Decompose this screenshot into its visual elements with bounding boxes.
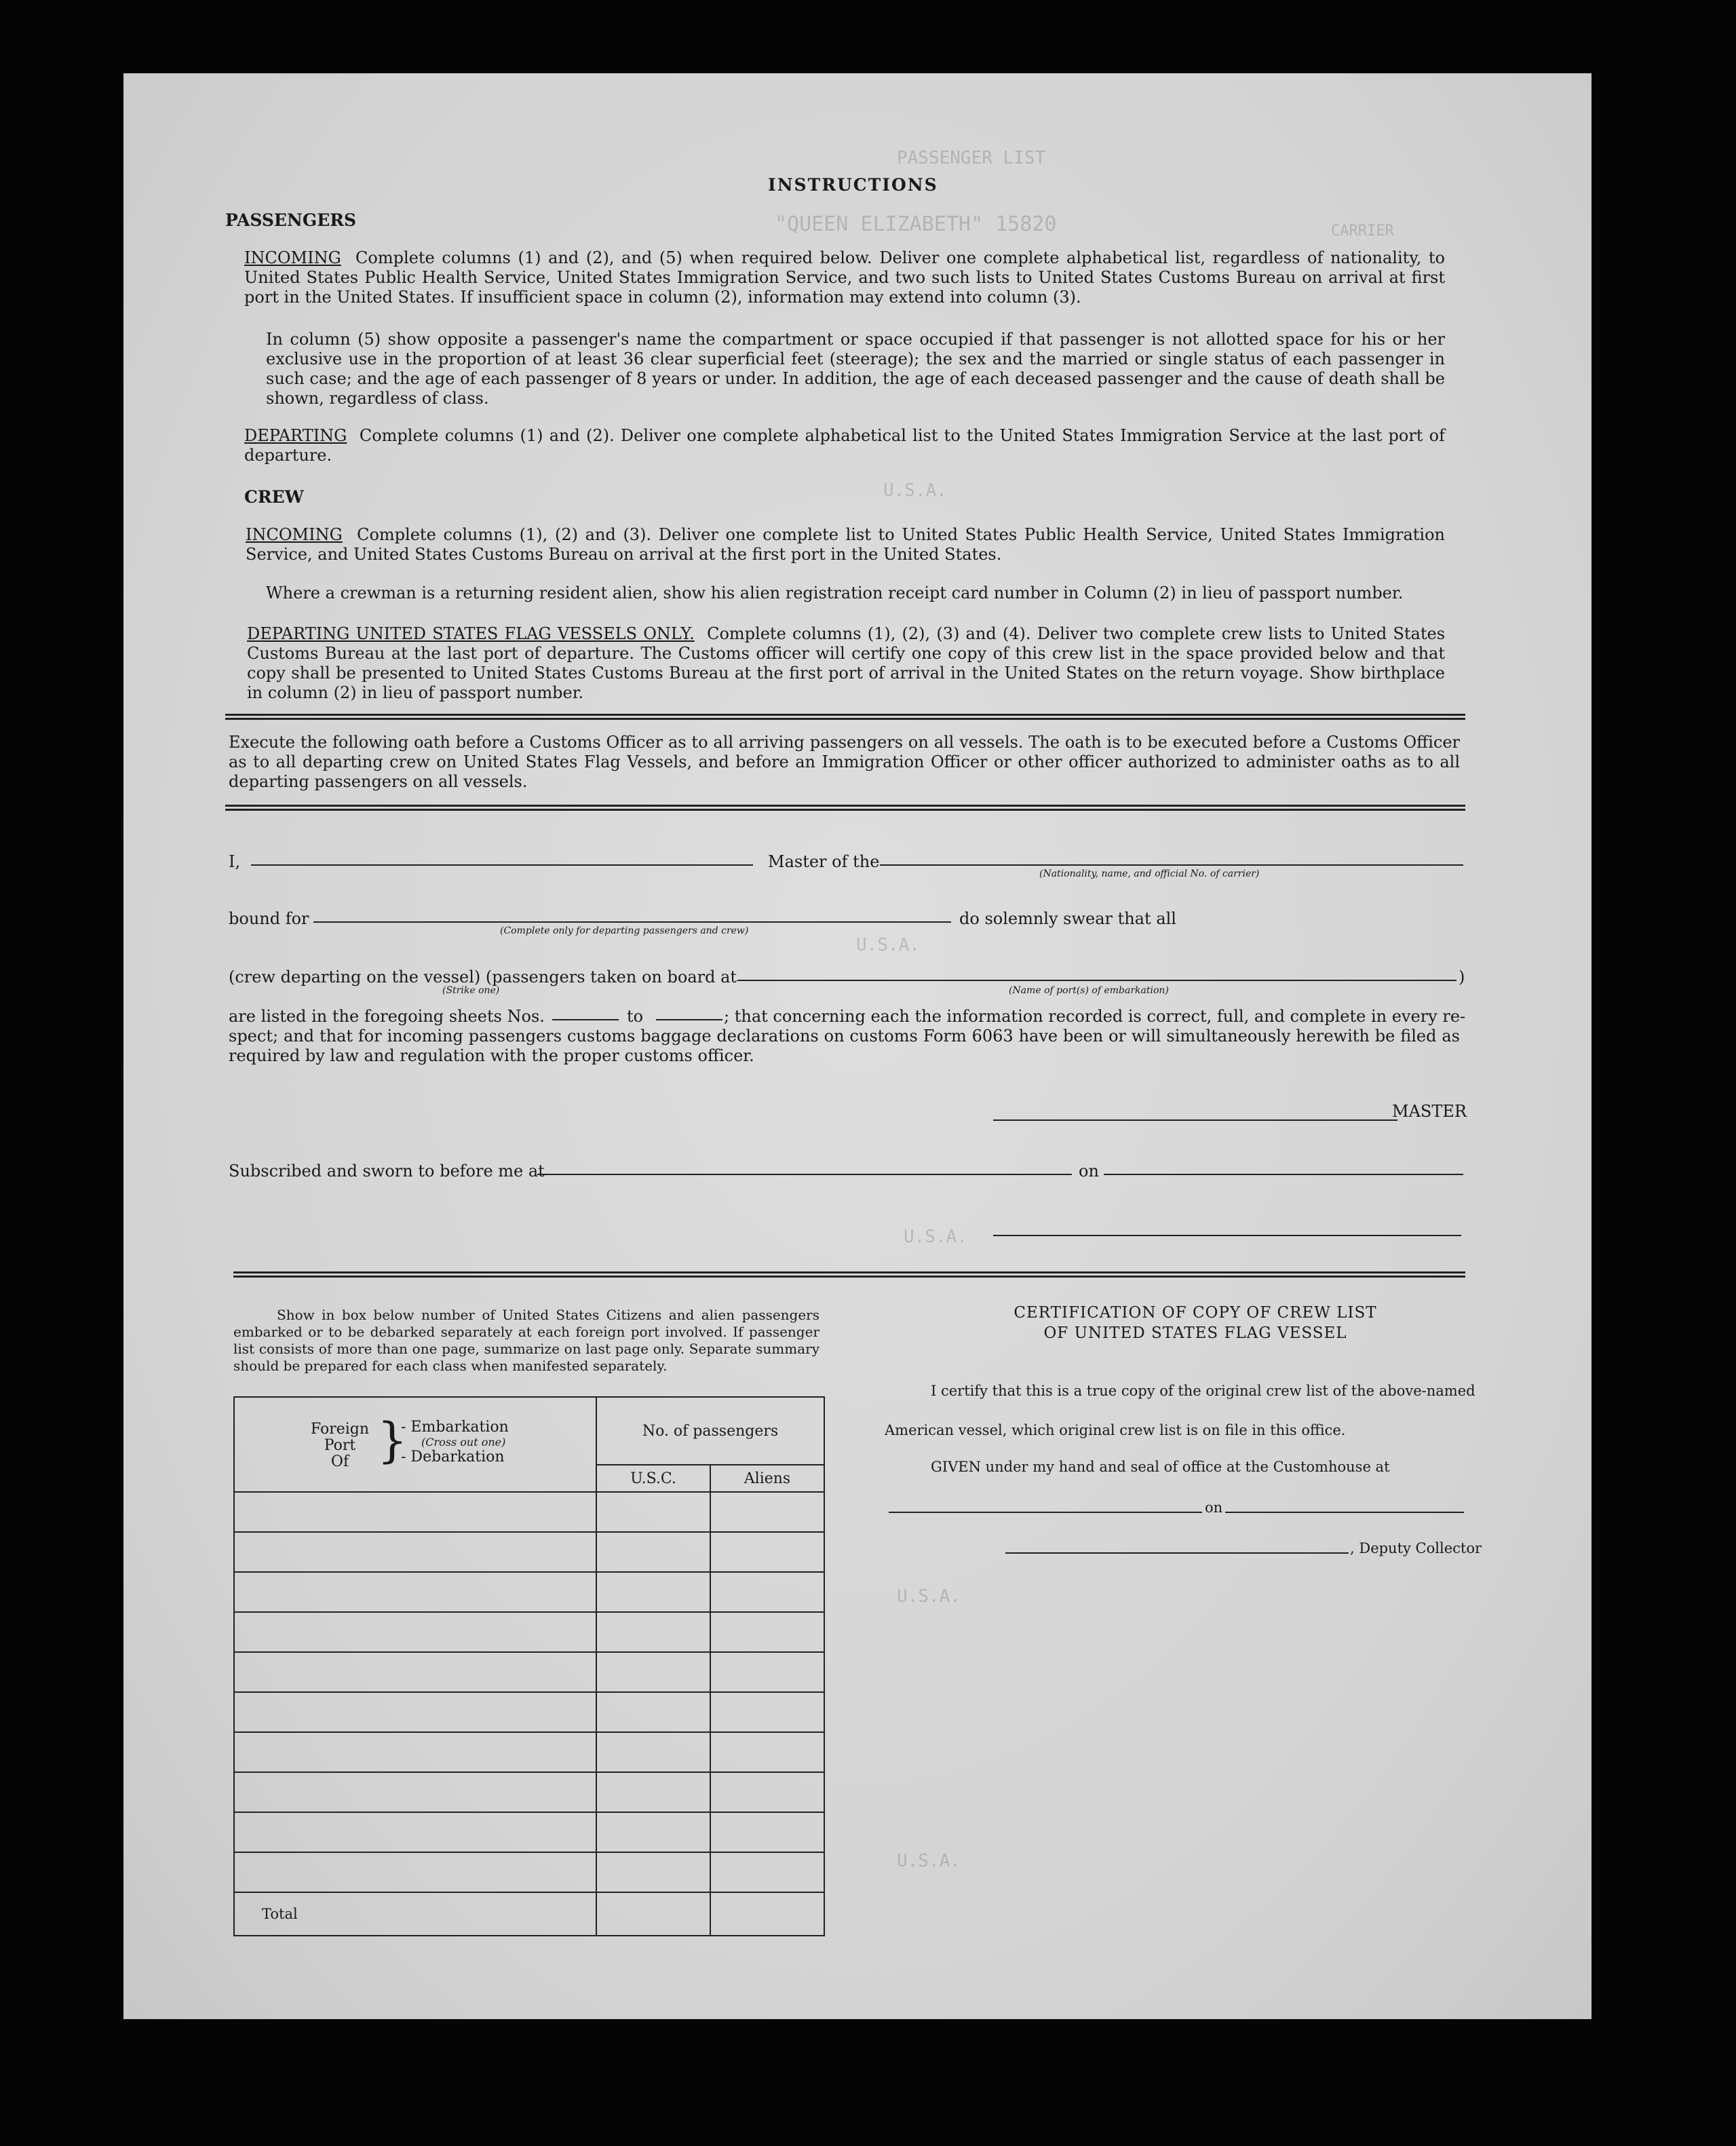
certification-on-label: on <box>1205 1499 1223 1516</box>
listed-to-label: to <box>627 1007 644 1026</box>
passengers-departing-instructions <box>244 426 1445 465</box>
aliens-cell[interactable] <box>710 1692 824 1732</box>
bleed-through-text: U.S.A. <box>904 1227 967 1247</box>
embarkation-label: - Embarkation <box>401 1419 509 1436</box>
usc-cell[interactable] <box>596 1812 710 1852</box>
certification-heading <box>992 1303 1399 1343</box>
crew-departing-text: Complete columns (1), (2), (3) and (4). Deliver two complete crew lists to United States Customs Bureau at the last port of departure. The Customs officer will certify one copy of this crew list in the space provided below and that copy shall be presented to United States Customs Bureau at the first port of arrival in the United States on the return voyage. Show birthplace in column (2) in lieu of passport number. <box>247 624 1446 702</box>
swear-label: do solemnly swear that all <box>959 909 1176 928</box>
crew-incoming-note: Where a crewman is a returning resident alien, show his alien registration receipt card number in Column (2) in lieu of passport number. <box>266 583 1404 602</box>
passengers-incoming-text: Complete columns (1) and (2), and (5) when required below. Deliver one complete alphabetical list, regardless of nationality, to United States Public Health Service, United States Immigration Service, and two such lists to United States Customs Bureau on arrival at first port in the United States. If insufficient space in column (2), information may extend into column (3). <box>244 248 1445 307</box>
section-heading-crew: CREW <box>244 487 304 507</box>
document-page <box>123 73 1592 2019</box>
port-cell[interactable] <box>234 1572 596 1612</box>
summary-instructions: Show in box below number of United States Citizens and alien passengers embarked or to be debarked separately at each foreign port involved. If passenger list consists of more than one page, summarize on last page only. Separate summary should be prepared for each class when manifested separately. <box>233 1307 819 1374</box>
bleed-through-text: U.S.A. <box>897 1851 961 1871</box>
usc-header: U.S.C. <box>596 1465 710 1492</box>
port-cell[interactable] <box>234 1692 596 1732</box>
port-cell[interactable] <box>234 1732 596 1772</box>
master-name-field[interactable] <box>251 864 753 866</box>
sheet-from-field[interactable] <box>552 1019 619 1020</box>
departing-flag-label: DEPARTING UNITED STATES FLAG VESSELS ONLY. <box>247 624 695 643</box>
customhouse-field[interactable] <box>889 1512 1202 1513</box>
aliens-cell[interactable] <box>710 1772 824 1812</box>
aliens-cell[interactable] <box>710 1852 824 1892</box>
port-cell[interactable] <box>234 1492 596 1532</box>
port-cell[interactable] <box>234 1772 596 1812</box>
debarkation-label: - Debarkation <box>401 1449 505 1465</box>
certification-heading-line-2: OF UNITED STATES FLAG VESSEL <box>1043 1324 1347 1342</box>
divider <box>233 1271 1465 1273</box>
usc-cell[interactable] <box>596 1572 710 1612</box>
aliens-cell[interactable] <box>710 1532 824 1572</box>
bleed-through-text: CARRIER <box>1331 223 1394 239</box>
usc-cell[interactable] <box>596 1732 710 1772</box>
carrier-field[interactable] <box>880 864 1463 866</box>
divider <box>233 1276 1465 1278</box>
bleed-through-text: U.S.A. <box>897 1586 961 1607</box>
divider <box>225 805 1465 807</box>
officer-signature-field[interactable] <box>993 1235 1461 1236</box>
on-label: on <box>1079 1162 1099 1181</box>
usc-cell[interactable] <box>596 1652 710 1692</box>
certification-date-field[interactable] <box>1225 1512 1464 1513</box>
port-cell[interactable] <box>234 1812 596 1852</box>
bleed-through-text: U.S.A. <box>883 480 947 501</box>
total-label: Total <box>234 1892 596 1936</box>
sworn-date-field[interactable] <box>1104 1174 1463 1175</box>
incoming-label: INCOMING <box>244 248 341 267</box>
listed-label-b: ; that concerning each the information recorded is correct, full, and complete in every re- <box>724 1007 1466 1026</box>
aliens-cell[interactable] <box>710 1492 824 1532</box>
deputy-signature-field[interactable] <box>1005 1552 1349 1554</box>
bleed-through-text: U.S.A. <box>856 935 920 955</box>
sworn-place-field[interactable] <box>537 1174 1072 1175</box>
listed-label-a: are listed in the foregoing sheets Nos. <box>229 1007 545 1026</box>
oath-i-label: I, <box>229 852 241 871</box>
usc-cell[interactable] <box>596 1532 710 1572</box>
section-heading-passengers: PASSENGERS <box>225 210 357 230</box>
aliens-cell[interactable] <box>710 1732 824 1772</box>
bound-for-label: bound for <box>229 909 309 928</box>
usc-cell[interactable] <box>596 1692 710 1732</box>
ports-caption: (Name of port(s) of embarkation) <box>1009 985 1169 996</box>
certification-text-2: American vessel, which original crew list is on file in this office. <box>885 1422 1346 1438</box>
strike-caption: (Strike one) <box>442 985 500 996</box>
certification-given: GIVEN under my hand and seal of office at the Customhouse at <box>931 1459 1390 1475</box>
usc-cell[interactable] <box>596 1612 710 1652</box>
divider <box>225 718 1465 720</box>
total-usc-cell[interactable] <box>596 1892 710 1936</box>
port-cell[interactable] <box>234 1852 596 1892</box>
passenger-summary-table <box>233 1396 825 1936</box>
crew-incoming-instructions <box>246 525 1445 564</box>
port-cell[interactable] <box>234 1612 596 1652</box>
brace-glyph: } <box>377 1413 408 1468</box>
page-title: INSTRUCTIONS <box>768 175 938 195</box>
of-label: Of <box>330 1453 349 1470</box>
aliens-cell[interactable] <box>710 1812 824 1852</box>
departing-label: DEPARTING <box>244 426 347 445</box>
crew-incoming-text: Complete columns (1), (2) and (3). Deliver one complete list to United States Public Health Service, United States Immigration Service, and United States Customs Bureau on arrival at the first port in the United States. <box>246 525 1445 564</box>
aliens-cell[interactable] <box>710 1572 824 1612</box>
aliens-cell[interactable] <box>710 1652 824 1692</box>
carrier-caption: (Nationality, name, and official No. of carrier) <box>1039 868 1260 879</box>
bound-caption: (Complete only for departing passengers and crew) <box>500 925 749 936</box>
listed-rest: spect; and that for incoming passengers customs baggage declarations on customs Form 6063 have been or will simultaneously herewith be filed as required by law and regulation with the proper customs officer. <box>229 1027 1460 1065</box>
bound-for-field[interactable] <box>313 921 951 923</box>
certification-text-1: I certify that this is a true copy of the original crew list of the above-named <box>931 1383 1475 1399</box>
usc-cell[interactable] <box>596 1772 710 1812</box>
usc-cell[interactable] <box>596 1852 710 1892</box>
certification-heading-line-1: CERTIFICATION OF COPY OF CREW LIST <box>1014 1304 1377 1322</box>
deputy-collector-label: , Deputy Collector <box>1350 1540 1482 1556</box>
port-header <box>234 1397 596 1492</box>
oath-intro: Execute the following oath before a Customs Officer as to all arriving passengers on all vessels. The oath is to be executed before a Customs Officer as to all departing crew on United States Flag Vessels, and before an Immigration Officer or other officer authorized to administer oaths as to all departing passengers on all vessels. <box>229 733 1460 791</box>
total-aliens-cell[interactable] <box>710 1892 824 1936</box>
aliens-cell[interactable] <box>710 1612 824 1652</box>
passengers-incoming-note: In column (5) show opposite a passenger's name the compartment or space occupied if that passenger is not allotted space for his or her exclusive use in the proportion of at least 36 clear superficial feet (steerage); the sex and the married or single status of each passenger in such case; and the age of each passenger of 8 years or under. In addition, the age of each deceased passenger and the cause of death shall be shown, regardless of class. <box>266 330 1445 408</box>
no-of-passengers-header: No. of passengers <box>596 1397 824 1465</box>
port-cell[interactable] <box>234 1652 596 1692</box>
passengers-incoming-instructions <box>244 248 1445 307</box>
cross-out-label: (Cross out one) <box>421 1436 506 1449</box>
passengers-departing-text: Complete columns (1) and (2). Deliver one complete alphabetical list to the United States Immigration Service at the last port of departure. <box>244 426 1445 465</box>
close-paren: ) <box>1459 967 1465 986</box>
master-signature-field[interactable] <box>993 1119 1397 1121</box>
embarkation-ports-field[interactable] <box>737 980 1457 981</box>
incoming-label: INCOMING <box>246 525 343 544</box>
crew-departing-label: (crew departing on the vessel) (passengers taken on board at <box>229 967 737 986</box>
crew-departing-instructions <box>247 624 1445 703</box>
port-cell[interactable] <box>234 1532 596 1572</box>
usc-cell[interactable] <box>596 1492 710 1532</box>
subscribed-label: Subscribed and sworn to before me at <box>229 1162 545 1181</box>
foreign-label: Foreign <box>310 1421 370 1438</box>
bleed-through-text: PASSENGER LIST <box>897 148 1046 168</box>
bleed-through-text: "QUEEN ELIZABETH" 15820 <box>775 212 1057 236</box>
aliens-header: Aliens <box>710 1465 824 1492</box>
port-label: Port <box>324 1437 356 1454</box>
sheet-to-field[interactable] <box>656 1019 722 1020</box>
divider <box>225 714 1465 716</box>
master-of-label: Master of the <box>768 852 880 871</box>
master-label: MASTER <box>1392 1102 1467 1121</box>
divider <box>225 809 1465 811</box>
